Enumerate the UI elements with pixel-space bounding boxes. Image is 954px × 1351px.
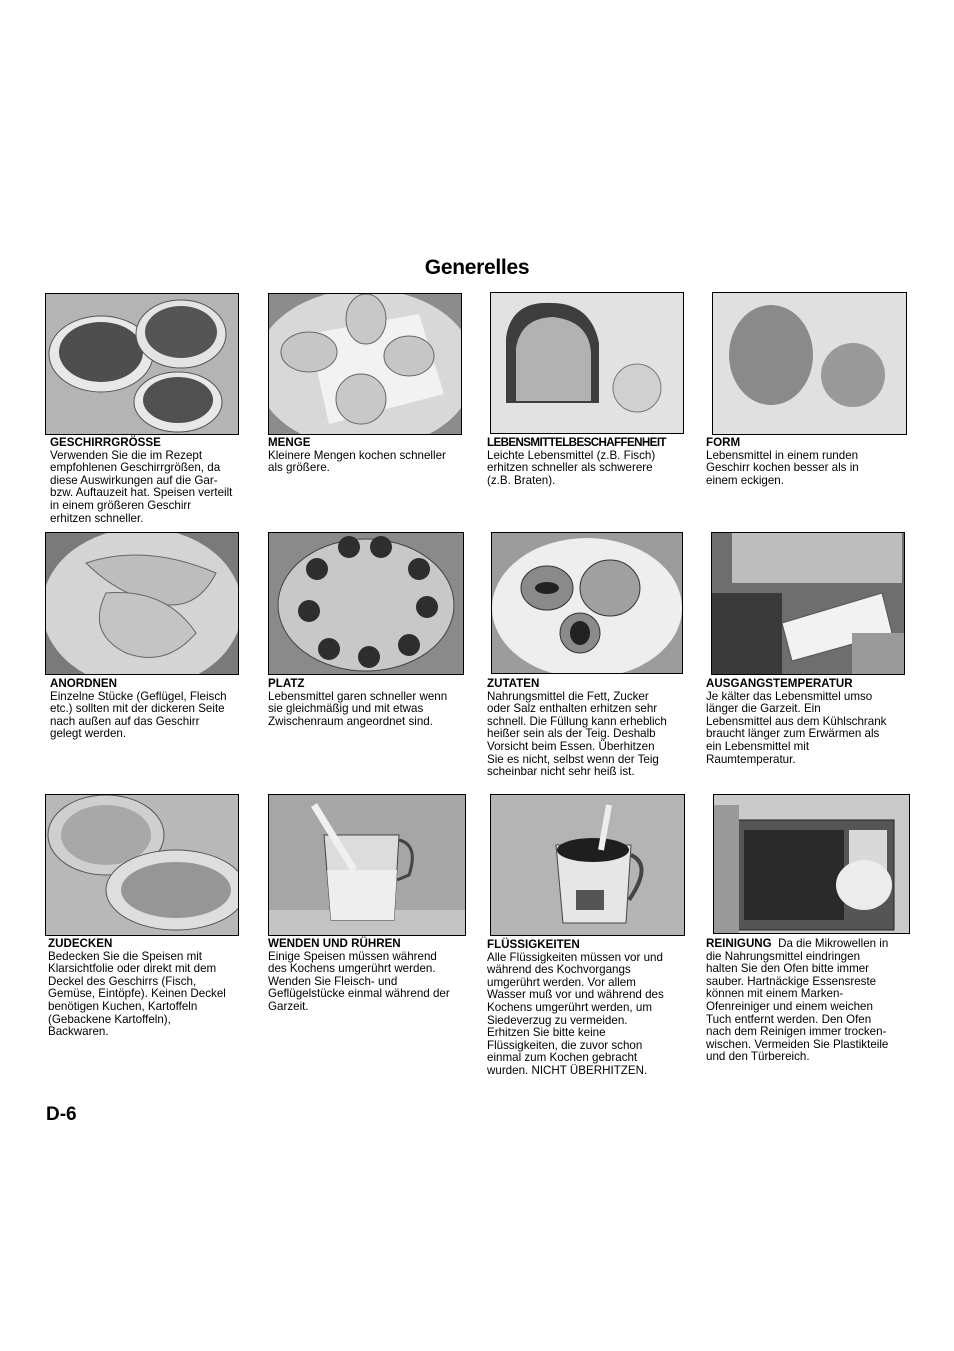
caption-line: sauber. Hartnäckige Essensreste bbox=[706, 974, 877, 988]
caption-line: Garzeit. bbox=[268, 999, 309, 1013]
caption-line: Nahrungsmittel die Fett, Zucker bbox=[487, 689, 649, 703]
caption-line: empfohlenen Geschirrgrößen, da bbox=[50, 461, 221, 475]
caption-line: halten Sie den Ofen bitte immer bbox=[706, 962, 870, 976]
caption-line: Kochens umgerührt werden, um bbox=[487, 1000, 652, 1014]
caption-line: bzw. Auftauzeit hat. Speisen verteilt bbox=[50, 486, 233, 500]
potatoes-photo bbox=[712, 292, 907, 435]
caption-line: Leichte Lebensmittel (z.B. Fisch) bbox=[487, 448, 656, 462]
coffee-mug-photo bbox=[490, 794, 685, 936]
caption-line: Sie es nicht, selbst wenn der Teig bbox=[487, 752, 659, 766]
section-menge: MENGE Kleinere Mengen kochen schneller als größere. bbox=[268, 437, 478, 475]
caption-line: Einzelne Stücke (Geflügel, Fleisch bbox=[50, 689, 227, 703]
caption-line: während des Kochvorgangs bbox=[487, 963, 631, 977]
meatballs-ring-photo bbox=[268, 532, 464, 675]
page-title: Generelles bbox=[424, 256, 530, 279]
caption-line: Tuch entfernt werden. Den Ofen bbox=[706, 1012, 872, 1026]
caption-line: scheinbar nicht sehr heiß ist. bbox=[487, 765, 635, 779]
section-form: FORM Lebensmittel in einem runden Geschirr kochen besser als in einem eckigen. bbox=[706, 437, 916, 487]
caption-line: heißer sein als der Teig. Deshalb bbox=[487, 727, 656, 741]
tarts-on-plate-photo bbox=[491, 532, 683, 674]
caption-line: (Gebackene Kartoffeln), bbox=[48, 1012, 171, 1026]
section-zudecken: ZUDECKEN Bedecken Sie die Speisen mit Klarsichtfolie oder direkt mit dem Deckel des Geschirrs (Fisch, Gemüse, Eintöpfe). Keinen Deckel benötigen Kuchen, Kartoffeln (Gebackene Kartoffeln), Backwaren. bbox=[48, 938, 260, 1039]
caption-line: nach dem Reinigen immer trocken- bbox=[706, 1025, 887, 1039]
caption-line: Deckel des Geschirrs (Fisch, bbox=[48, 974, 197, 988]
section-platz: PLATZ Lebensmittel garen schneller wenn sie gleichmäßig und mit etwas Zwischenraum angeordnet sind. bbox=[268, 678, 478, 728]
caption-line: Geschirr kochen besser als in bbox=[706, 461, 859, 475]
caption-line: Je kälter das Lebensmittel umso bbox=[706, 689, 873, 703]
caption-line: und den Türbereich. bbox=[706, 1050, 810, 1064]
caption-line: einmal zum Kochen gebracht bbox=[487, 1051, 638, 1065]
caption-line: diese Auswirkungen auf die Gar- bbox=[50, 473, 218, 487]
caption-line: als größere. bbox=[268, 461, 330, 475]
caption-line: Raumtemperatur. bbox=[706, 752, 796, 766]
caption-line: wurden. NICHT ÜBERHITZEN. bbox=[487, 1063, 648, 1077]
caption-line: können mit einem Marken- bbox=[706, 987, 844, 1001]
caption-line: oder Salz enthalten erhitzen sehr bbox=[487, 702, 658, 716]
caption-line: gelegt werden. bbox=[50, 727, 127, 741]
section-ausgangstemperatur: AUSGANGSTEMPERATUR Je kälter das Lebensmittel umso länger die Garzeit. Ein Lebensmittel aus dem Kühlschrank braucht länger zum Erwärmen als ein Lebensmittel mit Raumtemperatur. bbox=[706, 678, 916, 766]
section-geschirrgroesse: GESCHIRRGRÖSSE Verwenden Sie die im Rezept empfohlenen Geschirrgrößen, da diese Auswirkungen auf die Gar- bzw. Auftauzeit hat. Speisen verteilt in einem größeren Geschirr erhitzen schneller. bbox=[50, 437, 260, 525]
caption-line: braucht länger zum Erwärmen als bbox=[706, 727, 880, 741]
page-number: D-6 bbox=[46, 1104, 77, 1125]
frozen-package-photo bbox=[711, 532, 905, 675]
caption-line: Backwaren. bbox=[48, 1025, 109, 1039]
caption-line: Vorsicht beim Essen. Überhitzen bbox=[487, 739, 655, 753]
caption-line: Lebensmittel in einem runden bbox=[706, 448, 859, 462]
caption-line: in einem größeren Geschirr bbox=[50, 498, 192, 512]
caption-line: Einige Speisen müssen während bbox=[268, 949, 437, 963]
section-anordnen: ANORDNEN Einzelne Stücke (Geflügel, Fleisch etc.) sollten mit der dickeren Seite nach außen auf das Geschirr gelegt werden. bbox=[50, 678, 260, 741]
caption-line: wischen. Vermeiden Sie Plastikteile bbox=[706, 1037, 889, 1051]
bowls-photo bbox=[45, 293, 239, 435]
caption-line: ein Lebensmittel mit bbox=[706, 739, 810, 753]
microwave-cleaning-photo bbox=[713, 794, 910, 934]
measuring-jug-photo bbox=[268, 794, 466, 936]
caption-line: etc.) sollten mit der dickeren Seite bbox=[50, 702, 225, 716]
caption-line: einem eckigen. bbox=[706, 473, 784, 487]
caption-line: Lebensmittel aus dem Kühlschrank bbox=[706, 714, 887, 728]
caption-line: Geflügelstücke einmal während der bbox=[268, 987, 450, 1001]
chicken-pieces-photo bbox=[45, 532, 239, 675]
caption-line: Alle Flüssigkeiten müssen vor und bbox=[487, 950, 663, 964]
caption-line: erhitzen schneller. bbox=[50, 511, 144, 525]
caption-line: Bedecken Sie die Speisen mit bbox=[48, 949, 203, 963]
section-fluessigkeiten: FLÜSSIGKEITEN Alle Flüssigkeiten müssen vor und während des Kochvorgangs umgerührt werden. Vor allem Wasser muß vor und während des Kochens umgerührt werden, um Siedeverzug zu vermeiden. Erhitzen Sie bitte keine Flüssigkeiten, die zuvor schon einmal zum Kochen gebracht wurden. NICHT ÜBERHITZEN. bbox=[487, 939, 697, 1078]
caption-line: benötigen Kuchen, Kartoffeln bbox=[48, 999, 198, 1013]
section-wenden-und-ruehren: WENDEN UND RÜHREN Einige Speisen müssen während des Kochens umgerührt werden. Wenden Sie Fleisch- und Geflügelstücke einmal während der Garzeit. bbox=[268, 938, 480, 1014]
caption-line: Lebensmittel garen schneller wenn bbox=[268, 689, 448, 703]
caption-line: Klarsichtfolie oder direkt mit dem bbox=[48, 962, 217, 976]
caption-line: schnell. Die Füllung kann erheblich bbox=[487, 714, 667, 728]
caption-line: Siedeverzug zu vermeiden. bbox=[487, 1013, 628, 1027]
caption-line: die Nahrungsmittel eindringen bbox=[706, 949, 861, 963]
covered-dishes-photo bbox=[45, 794, 239, 936]
section-lebensmittelbeschaffenheit: LEBENSMITTELBESCHAFFENHEIT Leichte Lebensmittel (z.B. Fisch) erhitzen schneller als schwerere (z.B. Braten). bbox=[487, 437, 697, 487]
caption-line: Ofenreiniger und einem weichen bbox=[706, 999, 873, 1013]
section-reinigung: REINIGUNG Da die Mikrowellen in die Nahrungsmittel eindringen halten Sie den Ofen bitte immer sauber. Hartnäckige Essensreste können mit einem Marken- Ofenreiniger und einem weichen Tuch entfernt werden. Den Ofen nach dem Reinigen immer trocken- wischen. Vermeiden Sie Plastikteile und den Türbereich. bbox=[706, 938, 918, 1064]
bread-and-potato-photo bbox=[490, 292, 684, 434]
caption-line: Verwenden Sie die im Rezept bbox=[50, 448, 203, 462]
caption-line: sie gleichmäßig und mit etwas bbox=[268, 702, 424, 716]
caption-line: Wenden Sie Fleisch- und bbox=[268, 974, 398, 988]
caption-line: Erhitzen Sie bitte keine bbox=[487, 1026, 606, 1040]
section-zutaten: ZUTATEN Nahrungsmittel die Fett, Zucker oder Salz enthalten erhitzen sehr schnell. Die Füllung kann erheblich heißer sein als der Teig. Deshalb Vorsicht beim Essen. Überhitzen Sie es nicht, selbst wenn der Teig scheinbar nicht sehr heiß ist. bbox=[487, 678, 697, 779]
caption-line: Flüssigkeiten, die zuvor schon bbox=[487, 1038, 643, 1052]
caption-line: nach außen auf das Geschirr bbox=[50, 714, 200, 728]
caption-line: länger die Garzeit. Ein bbox=[706, 702, 821, 716]
caption-line: Gemüse, Eintöpfe). Keinen Deckel bbox=[48, 987, 226, 1001]
potatoes-on-plate-photo bbox=[268, 293, 462, 435]
caption-line: umgerührt werden. Vor allem bbox=[487, 975, 636, 989]
caption-line: des Kochens umgerührt werden. bbox=[268, 962, 436, 976]
caption-line: Wasser muß vor und während des bbox=[487, 988, 664, 1002]
caption-line: (z.B. Braten). bbox=[487, 473, 556, 487]
caption-line: Zwischenraum angeordnet sind. bbox=[268, 714, 433, 728]
caption-line: Kleinere Mengen kochen schneller bbox=[268, 448, 446, 462]
caption-line: erhitzen schneller als schwerere bbox=[487, 461, 653, 475]
